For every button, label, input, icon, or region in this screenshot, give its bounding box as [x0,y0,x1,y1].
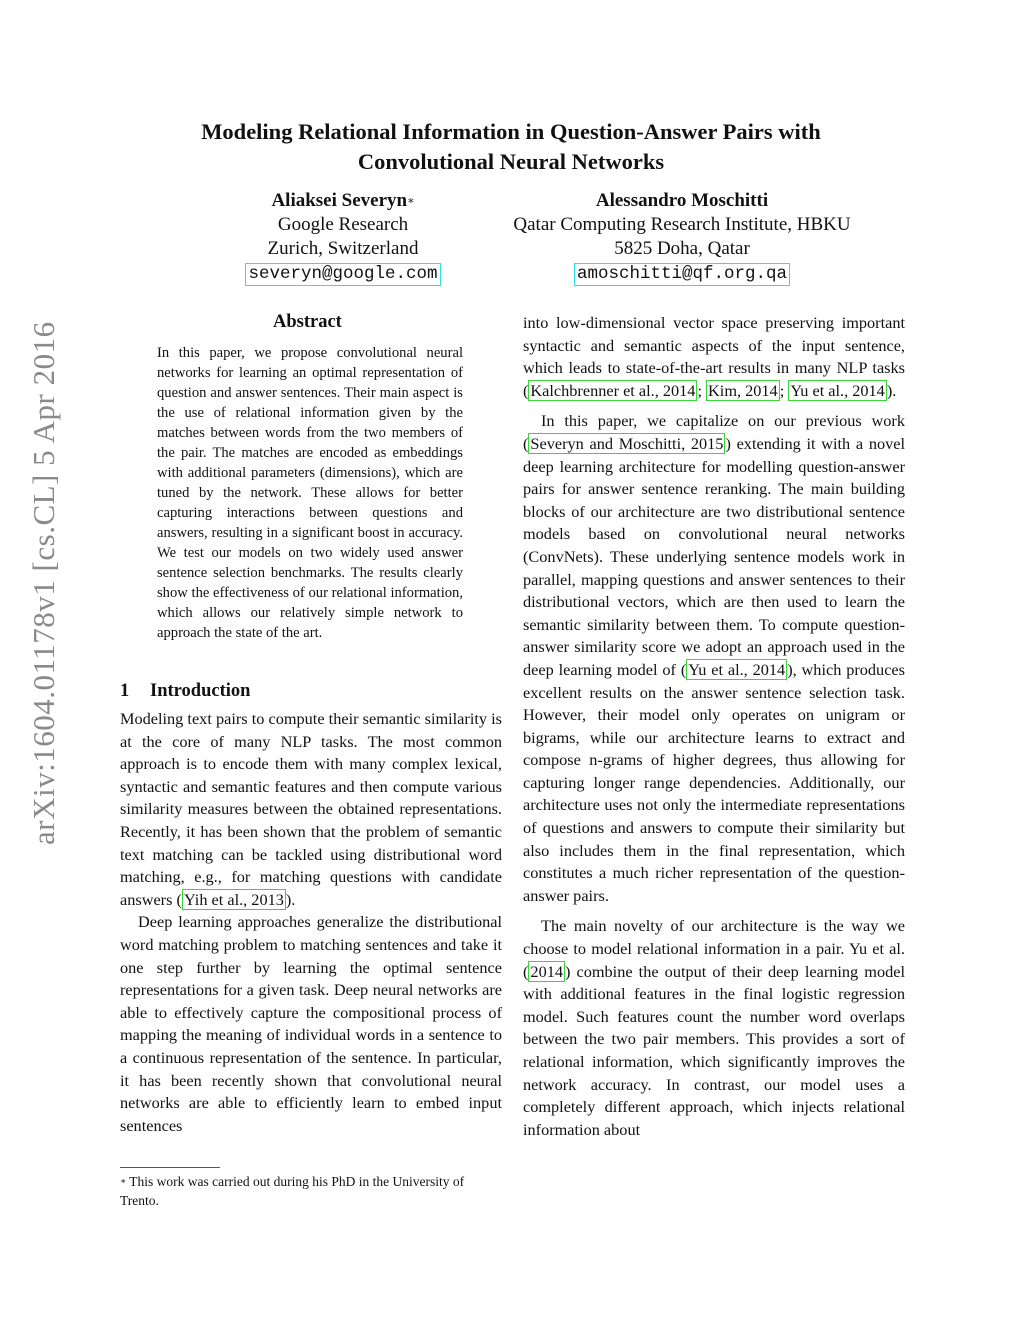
intro-paragraph-1 [120,708,502,911]
paragraph-text: into low-dimensional vector space preserving important syntactic and semantic aspects of the input sentence, which leads to state-of-the-art results in many NLP tasks ( [523,313,905,400]
citation-link[interactable]: Yu et al., 2014 [688,659,786,679]
intro-paragraph-2: Deep learning approaches generalize the distributional word matching problem to matching sentences and take it one step further by learning the optimal sentence representations for a given task. Deep neural networks are able to effectively capture the compositional process of mapping the meaning of individual words in a sentence to a continuous representation of the sentence. In particular, it has been recently shown that convolutional neural networks are able to efficiently learn to embed input sentences [120,912,502,1135]
paragraph-text: ; [779,380,789,400]
citation-link[interactable]: Yu et al., 2014 [790,380,885,400]
paragraph-text: The main novelty of our architecture is the way we choose to model relational information in a pair. Yu et al. ( [523,916,905,981]
abstract-text: In this paper, we propose convolutional neural networks for learning an optimal representation of question and answer sentences. Their main aspect is the use of relational information given by the matches between words from the two members of the pair. The matches are encoded as embeddings with additional parameters (dimensions), which are tuned by the network. These allows for better capturing interactions between questions and answers, resulting in a significant boost in accuracy. We test our models on two widely used answer sentence selection benchmarks. The results clearly show the effectiveness of our relational information, which allows our relatively simple network to approach the state of the art. [157,345,463,641]
citation-link[interactable]: Yih et al., 2013 [183,889,284,909]
left-column [120,708,502,1137]
section-heading [120,681,250,702]
section-number: 1 [120,681,130,701]
abstract-heading: Abstract [273,312,342,332]
author-name: Aliaksei Severyn [271,190,408,211]
right-column [523,312,905,1141]
author-location: 5825 Doha, Qatar [614,238,750,259]
citation-link[interactable]: Severyn and Moschitti, 2015 [530,433,724,453]
author-footnote-marker: ∗ [407,195,415,207]
title-line-2: Convolutional Neural Networks [357,149,665,174]
citation-link[interactable]: 2014 [530,961,563,981]
author-block-1 [193,189,493,286]
author-affiliation: Qatar Computing Research Institute, HBKU [513,214,851,235]
footnote-text: This work was carried out during his PhD in the University of Trento. [120,1174,465,1208]
arxiv-side-label: arXiv:1604.01178v1 [cs.CL] 5 Apr 2016 [26,321,61,845]
right-paragraph-2 [523,410,905,907]
footnote [120,1172,502,1210]
paragraph-text: ), which produces excellent results on the answer sentence selection task. However, their model only operates on unigram or bigrams, while our architecture learns to extract and compose n-grams of higher degrees, thus allowing for capturing longer range dependencies. Additionally, our architecture uses not only the intermediate representations of questions and answers to compute their similarity but also includes them in the final representation, which constitutes a much richer representation of the question-answer pairs. [523,659,905,905]
author-email-link[interactable]: amoschitti@qf.org.qa [574,263,790,286]
author-block-2 [492,189,872,286]
paragraph-text: ). [285,889,296,909]
paragraph-text: ) combine the output of their deep learning model with additional features in the final logistic regression model. Such features count the number word overlaps between the two pair members. This provides a sort of relational information, which significantly improves the network accuracy. In contrast, our model uses a completely different approach, which injects relational information about [523,961,905,1139]
author-name: Alessandro Moschitti [595,190,769,211]
right-paragraph-3 [523,915,905,1141]
paper-title [130,117,892,177]
footnote-marker: ∗ [120,1176,127,1186]
citation-link[interactable]: Kalchbrenner et al., 2014 [530,380,696,400]
author-affiliation: Google Research [277,214,409,235]
title-line-1: Modeling Relational Information in Question-Answer Pairs with [201,119,821,144]
footnote-rule [120,1167,220,1168]
author-location: Zurich, Switzerland [267,238,419,259]
author-email-link[interactable]: severyn@google.com [245,263,440,286]
right-paragraph-1 [523,312,905,402]
citation-link[interactable]: Kim, 2014 [708,380,778,400]
paragraph-text: ). [886,380,897,400]
section-title: Introduction [150,681,251,701]
paragraph-text: ; [697,380,707,400]
paragraph-text: Modeling text pairs to compute their semantic similarity is at the core of many NLP tasks. The most common approach is to encode them with many complex lexical, syntactic and semantic features and then compute various similarity measures between the obtained representations. Recently, it has been shown that the problem of semantic text matching can be tackled using distributional word matching, e.g., for matching questions with candidate answers ( [120,709,502,909]
paragraph-text: ) extending it with a novel deep learning architecture for modelling question-answer pairs for answer sentence reranking. The main building blocks of our architecture are two distributional sentence models based on convolutional neural networks (ConvNets). These underlying sentence models work in parallel, mapping questions and answer sentences to their distributional vectors, which are then used to learn the semantic similarity between them. To compute question-answer similarity score we adopt an approach used in the deep learning model of ( [523,433,905,679]
paragraph-text: In this paper, we capitalize on our previous work ( [523,411,905,453]
